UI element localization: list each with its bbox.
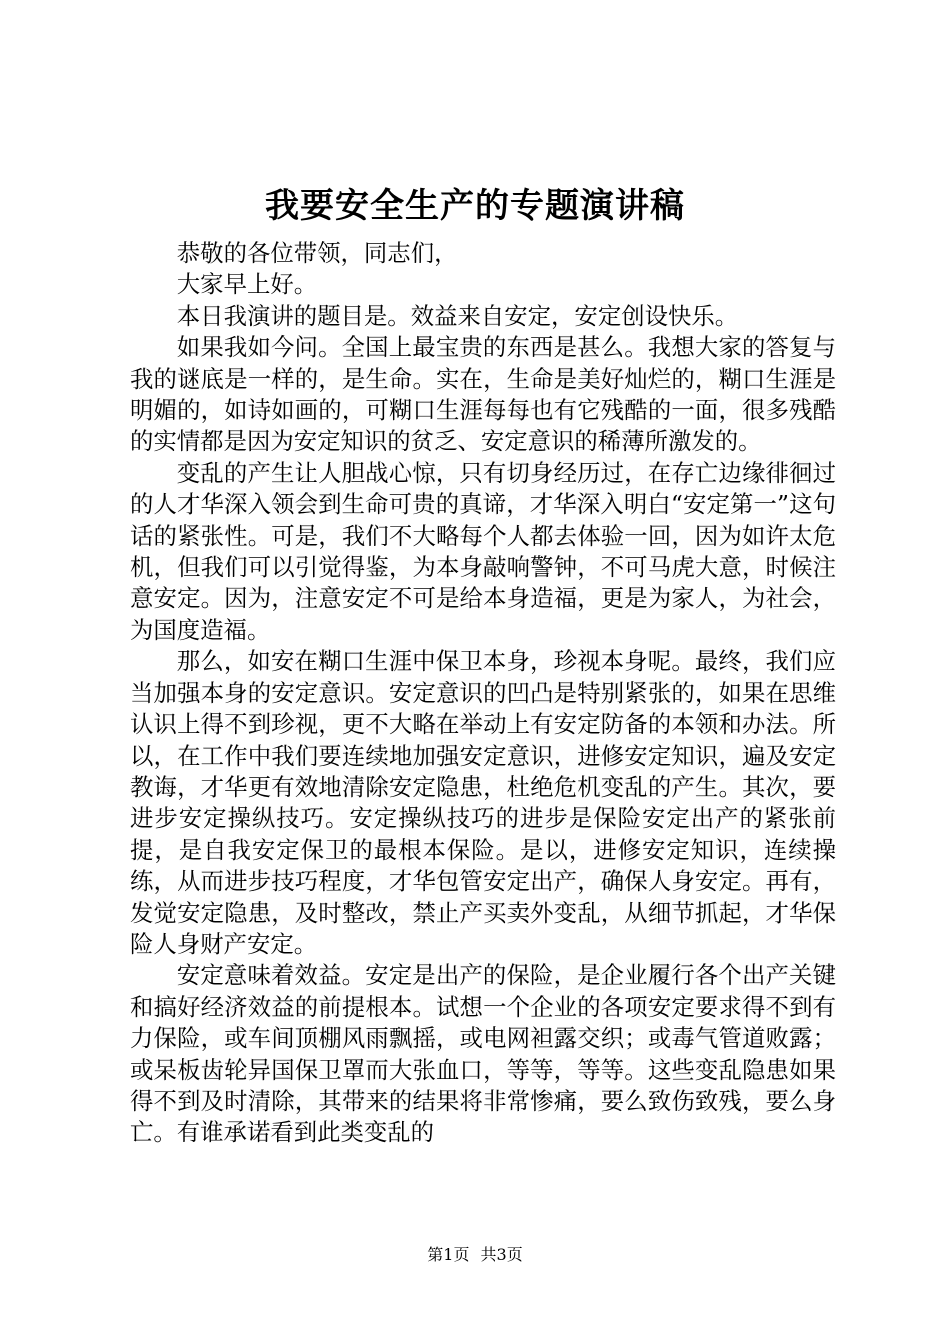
document-body [130,238,836,1149]
paragraph: 如果我如今问。全国上最宝贵的东西是甚么。我想大家的答复与我的谜底是一样的，是生命。实在，生命是美好灿烂的，糊口生涯是明媚的，如诗如画的，可糊口生涯每每也有它残酷的一面，很多残酷的实情都是因为安定知识的贫乏、安定意识的稀薄所激发的。 [130,333,836,456]
paragraph: 本日我演讲的题目是。效益来自安定，安定创设快乐。 [176,301,739,330]
paragraph: 大家早上好。 [176,270,318,299]
document-title: 我要安全生产的专题演讲稿 [265,186,685,226]
paragraph: 那么，如安在糊口生涯中保卫本身，珍视本身呢。最终，我们应当加强本身的安定意识。安定意识的凹凸是特别紧张的，如果在思维认识上得不到珍视，更不大略在举动上有安定防备的本领和办法。所以，在工作中我们要连续地加强安定意识，进修安定知识，遍及安定教诲，才华更有效地清除安定隐患，杜绝危机变乱的产生。其次，要进步安定操纵技巧。安定操纵技巧的进步是保险安定出产的紧张前提，是自我安定保卫的最根本保险。是以，进修安定知识，连续操练，从而进步技巧程度，才华包管安定出产，确保人身安定。再有，发觉安定隐患，及时整改，禁止产买卖外变乱，从细节抓起，才华保险人身财产安定。 [130,647,836,958]
paragraph: 安定意味着效益。安定是出产的保险，是企业履行各个出产关键和搞好经济效益的前提根本。试想一个企业的各项安定要求得不到有力保险，或车间顶棚风雨飘摇，或电网袒露交织；或毒气管道败露；或呆板齿轮异国保卫罩而大张血口，等等，等等。这些变乱隐患如果得不到及时清除，其带来的结果将非常惨痛，要么致伤致残，要么身亡。有谁承诺看到此类变乱的 [130,961,836,1147]
paragraph: 恭敬的各位带领，同志们， [176,239,458,267]
page-number: 第1页 [427,1245,470,1264]
page-total: 共3页 [480,1245,523,1264]
page-footer [0,1245,950,1265]
paragraph: 变乱的产生让人胆战心惊，只有切身经历过，在存亡边缘徘徊过的人才华深入领会到生命可贵的真谛，才华深入明白“安定第一”这句话的紧张性。可是，我们不大略每个人都去体验一回，因为如许太危机，但我们可以引觉得鉴，为本身敲响警钟，不可马虎大意，时候注意安定。因为，注意安定不可是给本身造福，更是为家人，为社会，为国度造福。 [130,458,836,644]
